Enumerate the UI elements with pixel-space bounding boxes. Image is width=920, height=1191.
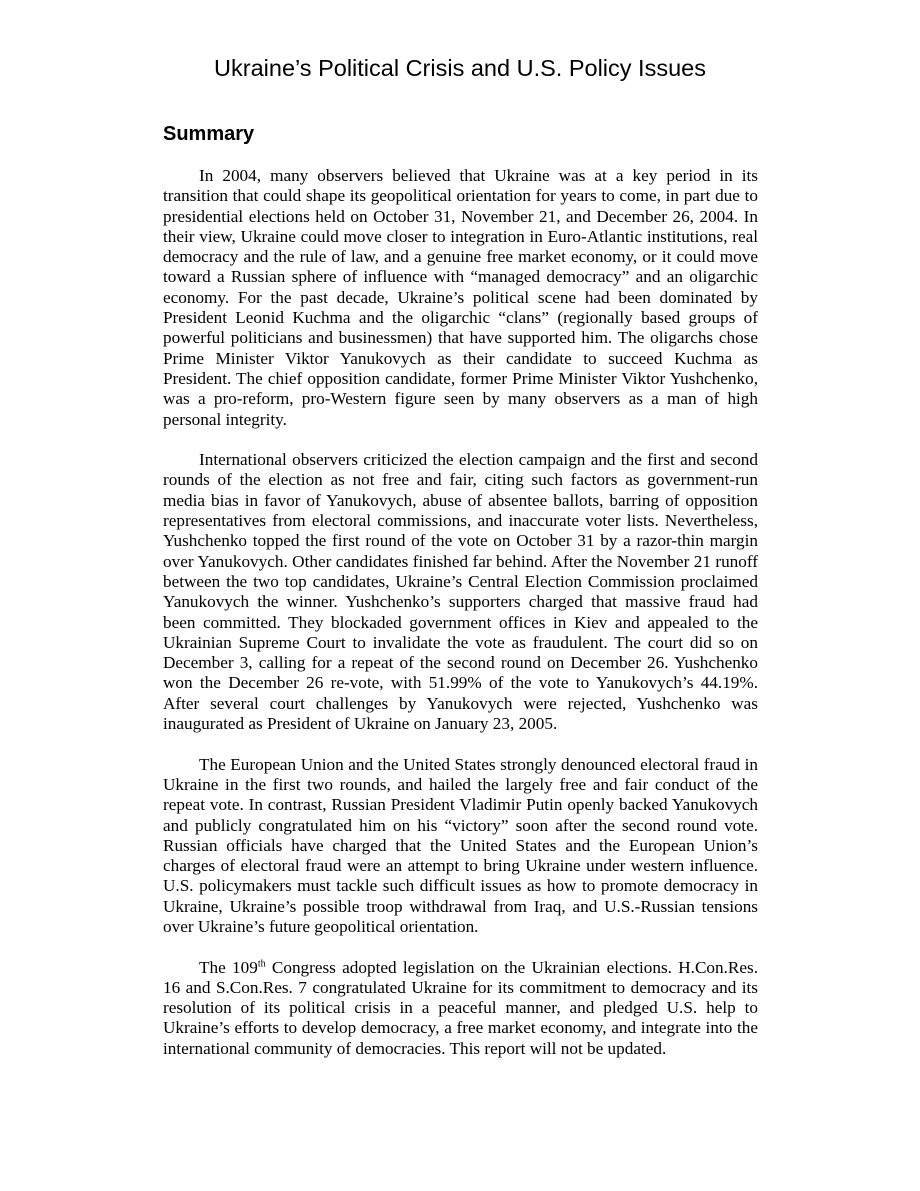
summary-paragraph-3: The European Union and the United States strongly denounced electoral fraud in Ukraine in the first two rounds, and hailed the largely free and fair conduct of the repeat vote. In contrast, Russian President Vladimir Putin openly backed Yanukovych and publicly congratulated him on his “victory” soon after the second round vote. Russian officials have charged that the United States and the European Union’s charges of electoral fraud were an attempt to bring Ukraine under western influence. U.S. policymakers must tackle such difficult issues as how to promote democracy in Ukraine, Ukraine’s possible troop withdrawal from Iraq, and U.S.-Russian tensions over Ukraine’s future geopolitical orientation. — [163, 754, 758, 936]
section-heading-summary: Summary — [163, 123, 255, 145]
ordinal-superscript: th — [257, 957, 266, 969]
summary-paragraph-4 — [163, 958, 758, 1059]
summary-paragraph-1: In 2004, many observers believed that Ukraine was at a key period in its transition that could shape its geopolitical orientation for years to come, in part due to presidential elections held on October 31, November 21, and December 26, 2004. In their view, Ukraine could move closer to integration in Euro-Atlantic institutions, real democracy and the rule of law, and a genuine free market economy, or it could move toward a Russian sphere of influence with “managed democracy” and an oligarchic economy. For the past decade, Ukraine’s political scene had been dominated by President Leonid Kuchma and the oligarchic “clans” (regionally based groups of powerful politicians and businessmen) that have supported him. The oligarchs chose Prime Minister Viktor Yanukovych as their candidate to succeed Kuchma as President. The chief opposition candidate, former Prime Minister Viktor Yushchenko, was a pro-reform, pro-Western figure seen by many observers as a man of high personal integrity. — [163, 166, 758, 429]
paragraph-4-text-after: Congress adopted legislation on the Ukrainian elections. H.Con.Res. 16 and S.Con.Res. 7 congratulated Ukraine for its commitment to democracy and its resolution of its political crisis in a peaceful manner, and pledged U.S. help to Ukraine’s efforts to develop democracy, a free market economy, and integrate into the international community of democracies. This report will not be updated. — [163, 957, 758, 1058]
paragraph-4-text-before: The 109 — [199, 957, 258, 977]
summary-paragraph-2: International observers criticized the election campaign and the first and second rounds of the election as not free and fair, citing such factors as government-run media bias in favor of Yanukovych, abuse of absentee ballots, barring of opposition representatives from electoral commissions, and inaccurate voter lists. Nevertheless, Yushchenko topped the first round of the vote on October 31 by a razor-thin margin over Yanukovych. Other candidates finished far behind. After the November 21 runoff between the two top candidates, Ukraine’s Central Election Commission proclaimed Yanukovych the winner. Yushchenko’s supporters charged that massive fraud had been committed. They blockaded government offices in Kiev and appealed to the Ukrainian Supreme Court to invalidate the vote as fraudulent. The court did so on December 3, calling for a repeat of the second round on December 26. Yushchenko won the December 26 re-vote, with 51.99% of the vote to Yanukovych’s 44.19%. After several court challenges by Yanukovych were rejected, Yushchenko was inaugurated as President of Ukraine on January 23, 2005. — [163, 450, 758, 734]
summary-body — [163, 166, 758, 1079]
report-title: Ukraine’s Political Crisis and U.S. Policy Issues — [214, 55, 706, 81]
